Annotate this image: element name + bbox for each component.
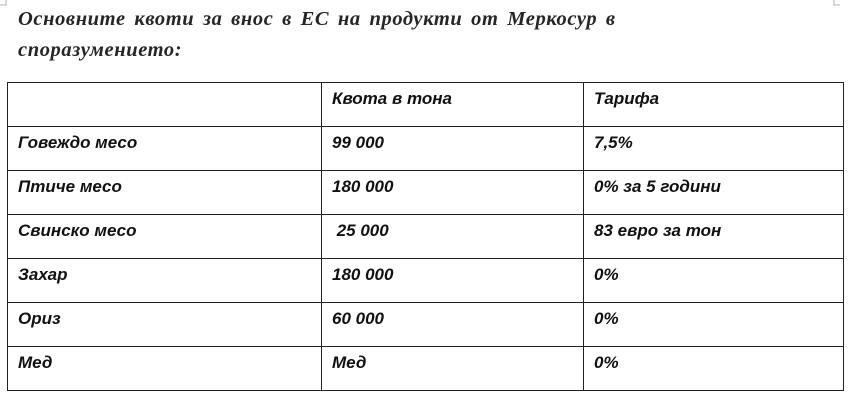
header-quota: Квота в тона — [322, 83, 584, 127]
table-row — [8, 259, 844, 303]
tariff-cell: 83 евро за тон — [584, 215, 844, 259]
table-row — [8, 127, 844, 171]
tariff-cell: 7,5% — [584, 127, 844, 171]
table-header-row — [8, 83, 844, 127]
tariff-cell: 0% — [584, 303, 844, 347]
header-tariff: Тарифа — [584, 83, 844, 127]
product-cell: Ориз — [8, 303, 322, 347]
product-cell: Говеждо месо — [8, 127, 322, 171]
quota-cell: 180 000 — [322, 171, 584, 215]
title-line-2: споразумението: — [18, 39, 183, 61]
tariff-cell: 0% за 5 години — [584, 171, 844, 215]
tariff-cell: 0% — [584, 347, 844, 391]
product-cell: Птиче месо — [8, 171, 322, 215]
tariff-cell: 0% — [584, 259, 844, 303]
quota-cell: 60 000 — [322, 303, 584, 347]
product-cell: Захар — [8, 259, 322, 303]
table-row — [8, 171, 844, 215]
table-row — [8, 303, 844, 347]
quota-cell: Мед — [322, 347, 584, 391]
title-line-1: Основните квоти за внос в ЕС на продукти от Меркосур в — [18, 8, 616, 30]
right-corner-mark — [834, 0, 840, 5]
document-title — [18, 4, 818, 66]
product-cell: Свинско месо — [8, 215, 322, 259]
quota-table — [7, 82, 844, 391]
quota-cell: 180 000 — [322, 259, 584, 303]
quota-cell: 25 000 — [322, 215, 584, 259]
header-product — [8, 83, 322, 127]
product-cell: Мед — [8, 347, 322, 391]
left-corner-mark — [0, 0, 6, 5]
table-row — [8, 347, 844, 391]
table-row — [8, 215, 844, 259]
quota-cell: 99 000 — [322, 127, 584, 171]
